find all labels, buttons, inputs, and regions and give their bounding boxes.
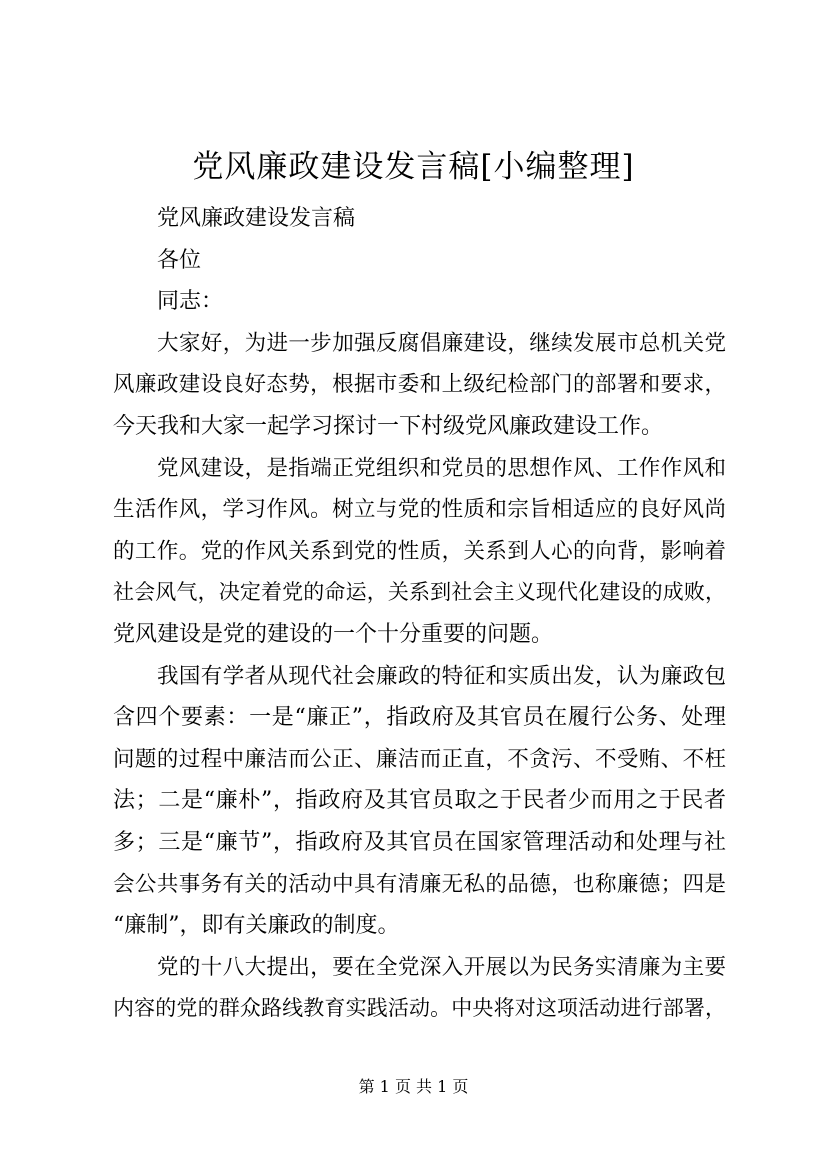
body-line: 党风廉政建设发言稿 [157, 206, 356, 231]
body-line: 会公共事务有关的活动中具有清廉无私的品德，也称廉德；四是 [113, 871, 726, 897]
body-line: 党风建设是党的建设的一个十分重要的问题。 [113, 621, 554, 647]
body-line: 法；二是“廉朴”，指政府及其官员取之于民者少而用之于民者 [113, 788, 726, 814]
body-line: 我国有学者从现代社会廉政的特征和实质出发，认为廉政包 [157, 663, 726, 689]
body-line: 多；三是“廉节”，指政府及其官员在国家管理活动和处理与社 [113, 829, 726, 855]
body-line: “廉制”，即有关廉政的制度。 [113, 913, 400, 939]
body-line: 含四个要素：一是“廉正”，指政府及其官员在履行公务、处理 [113, 705, 726, 731]
body-line: 内容的党的群众路线教育实践活动。中央将对这项活动进行部署， [113, 996, 726, 1021]
body-line: 的工作。党的作风关系到党的性质，关系到人心的向背，影响着 [113, 538, 726, 564]
body-line: 各位 [157, 247, 202, 273]
body-line: 党风建设，是指端正党组织和党员的思想作风、工作作风和 [157, 455, 726, 481]
body-line: 社会风气，决定着党的命运，关系到社会主义现代化建设的成败， [113, 580, 726, 605]
body-line: 生活作风，学习作风。树立与党的性质和宗旨相适应的良好风尚 [113, 497, 726, 523]
body-line: 风廉政建设良好态势，根据市委和上级纪检部门的部署和要求， [113, 372, 726, 398]
body-line: 大家好，为进一步加强反腐倡廉建设，继续发展市总机关党 [157, 330, 726, 356]
body-line: 问题的过程中廉洁而公正、廉洁而正直，不贪污、不受贿、不枉 [113, 746, 726, 772]
page-footer: 第 1 页 共 1 页 [358, 1077, 469, 1096]
document-title: 党风廉政建设发言稿[小编整理] [192, 149, 635, 185]
body-line: 党的十八大提出，要在全党深入开展以为民务实清廉为主要 [157, 954, 726, 980]
document-body [113, 198, 726, 1030]
body-line: 同志： [157, 289, 224, 315]
body-line: 今天我和大家一起学习探讨一下村级党风廉政建设工作。 [113, 413, 664, 439]
